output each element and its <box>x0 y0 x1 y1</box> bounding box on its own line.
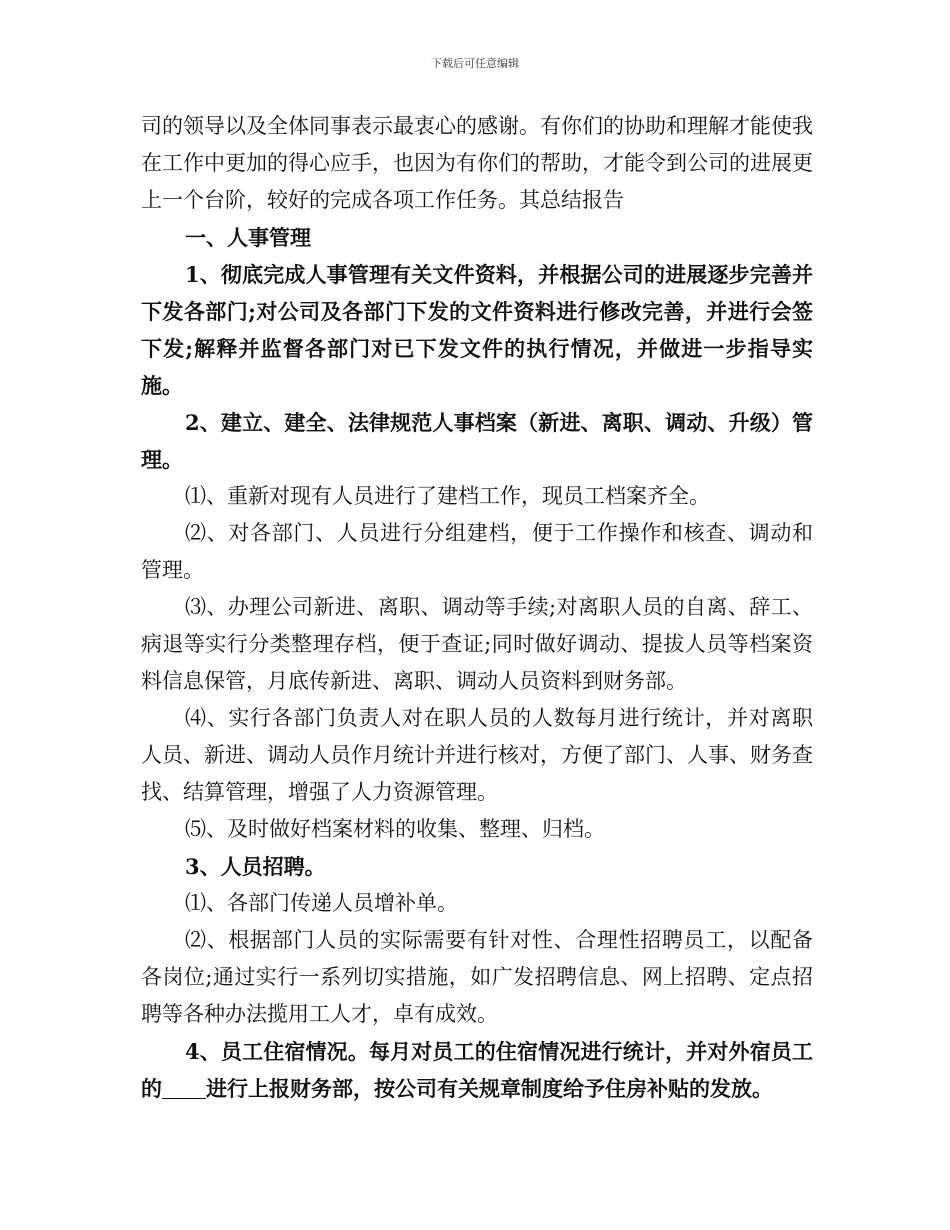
item-4-text-part-2: 进行上报财务部，按公司有关规章制度给予住房补贴的发放。 <box>206 1076 773 1101</box>
item-4-paragraph <box>141 1033 813 1107</box>
item-2-sub-1: ⑴、重新对现有人员进行了建档工作，现员工档案齐全。 <box>185 484 710 508</box>
item-1-paragraph: 1、彻底完成人事管理有关文件资料，并根据公司的进展逐步完善并下发各部门;对公司及各部门下发的文件资料进行修改完善，并进行会签下发;解释并监督各部门对已下发文件的执行情况，并做进一步指导实施。 <box>141 262 813 398</box>
document-body <box>141 108 813 1107</box>
item-2-sub-2: ⑵、对各部门、人员进行分组建档，便于工作操作和核查、调动和管理。 <box>141 521 813 582</box>
item-3-sub-2: ⑵、根据部门人员的实际需要有针对性、合理性招聘员工，以配备各岗位;通过实行一系列切实措施，如广发招聘信息、网上招聘、定点招聘等各种办法揽用工人才，卓有成效。 <box>141 928 813 1026</box>
item-2-sub-3: ⑶、办理公司新进、离职、调动等手续;对离职人员的自离、辞工、病退等实行分类整理存档，便于查证;同时做好调动、提拔人员等档案资料信息保管，月底传新进、离职、调动人员资料到财务部。 <box>141 595 813 693</box>
item-3-sub-1: ⑴、各部门传递人员增补单。 <box>185 891 458 915</box>
item-2-paragraph: 2、建立、建全、法律规范人事档案（新进、离职、调动、升级）管理。 <box>141 410 813 472</box>
intro-paragraph: 司的领导以及全体同事表示最衷心的感谢。有你们的协助和理解才能使我在工作中更加的得心应手，也因为有你们的帮助，才能令到公司的进展更上一个台阶，较好的完成各项工作任务。其总结报告 <box>141 114 813 212</box>
header-note: 下载后可任意编辑 <box>431 57 519 70</box>
item-3-paragraph: 3、人员招聘。 <box>185 854 326 879</box>
section-title-personnel: 一、人事管理 <box>185 225 311 250</box>
item-2-sub-5: ⑸、及时做好档案材料的收集、整理、归档。 <box>185 817 605 841</box>
fill-in-blank <box>162 1078 206 1099</box>
item-4-text-part-1: 4、员工住宿情况。每月对员工的住宿情况进行统计，并对外宿员工的 <box>141 1039 813 1101</box>
item-2-sub-4: ⑷、实行各部门负责人对在职人员的人数每月进行统计，并对离职人员、新进、调动人员作月统计并进行核对，方便了部门、人事、财务查找、结算管理，增强了人力资源管理。 <box>141 706 813 804</box>
